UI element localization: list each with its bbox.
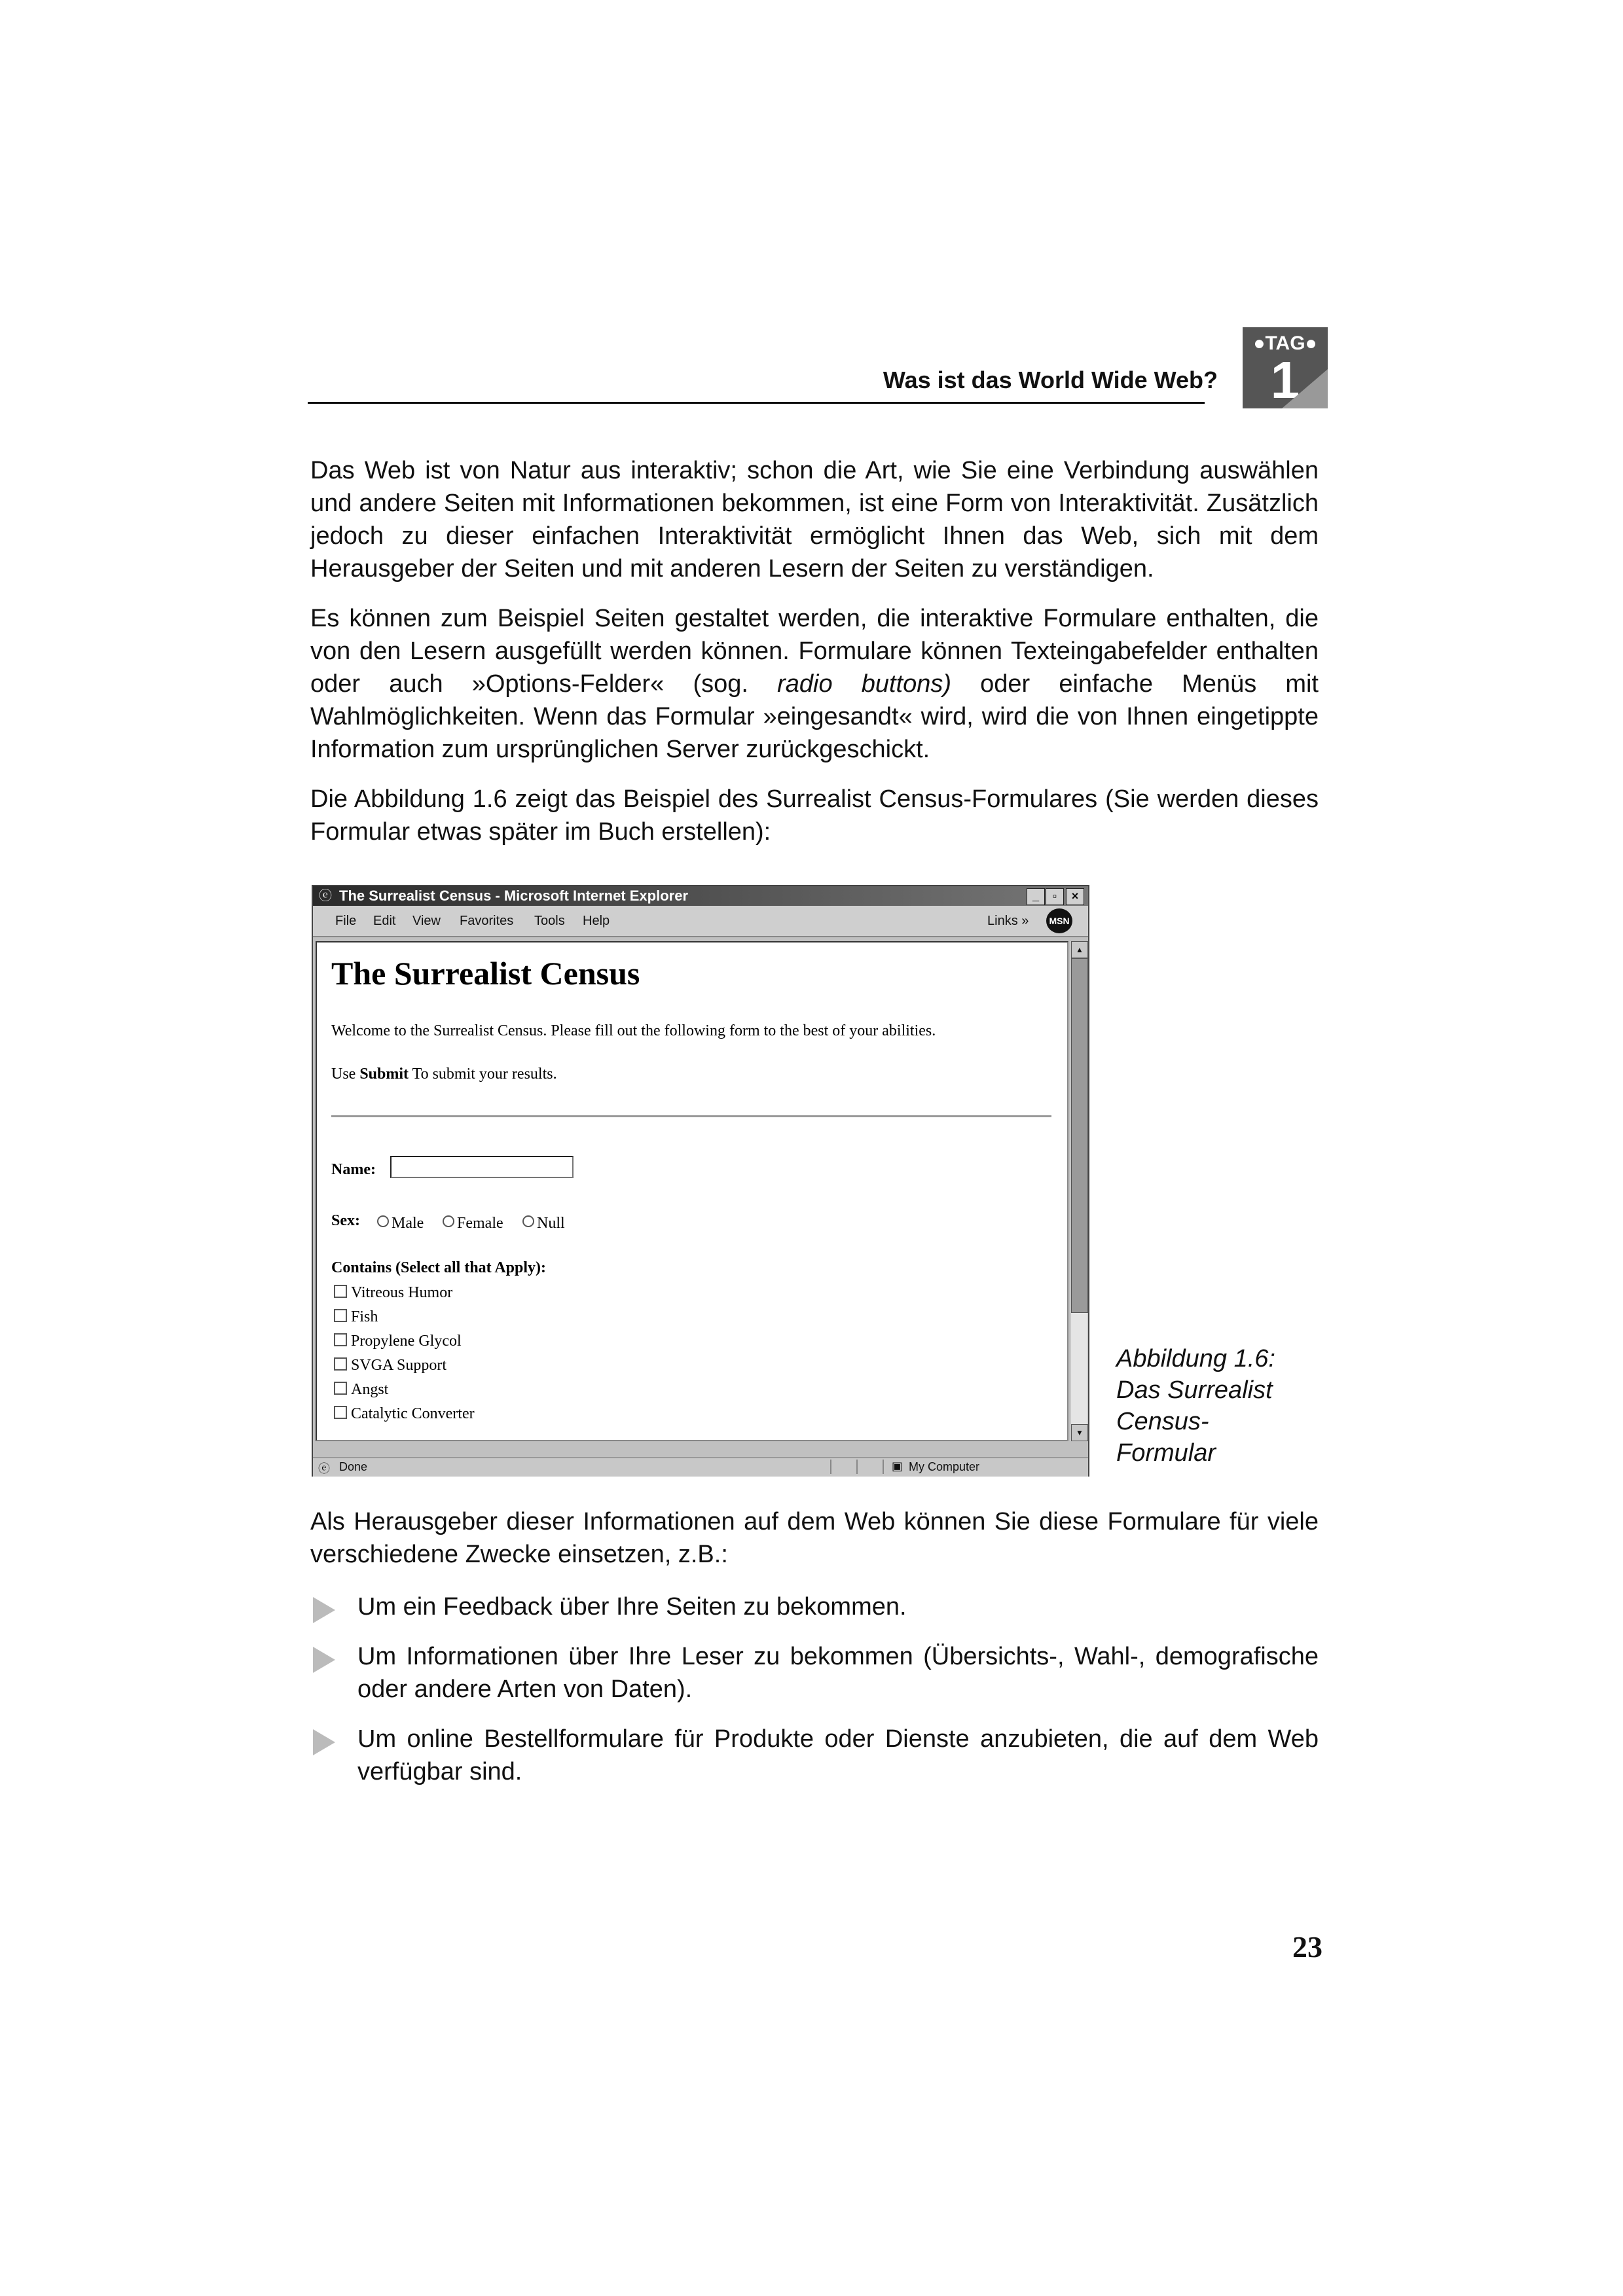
title-bar	[313, 886, 1088, 906]
menu-bar	[313, 906, 1088, 937]
radio-null[interactable]	[522, 1215, 565, 1232]
checkbox-label: Fish	[351, 1308, 378, 1325]
caption-line-1: Abbildung 1.6:	[1116, 1345, 1275, 1372]
contains-label: Contains (Select all that Apply):	[331, 1259, 547, 1276]
window-title: The Surrealist Census - Microsoft Internet Explorer	[339, 888, 689, 904]
checkbox-svga-support[interactable]	[334, 1357, 447, 1374]
checkbox-propylene-glycol[interactable]	[334, 1333, 462, 1350]
web-submit-instruction	[331, 1066, 557, 1083]
menu-favorites[interactable]: Favorites	[460, 914, 514, 928]
page-status-icon: ⓔ	[318, 1462, 330, 1475]
checkbox-icon	[334, 1309, 347, 1322]
bullet-text: Um ein Feedback über Ihre Seiten zu bekommen.	[357, 1593, 907, 1621]
status-separator	[883, 1460, 884, 1474]
name-input[interactable]	[390, 1156, 574, 1178]
browser-window-figure	[312, 885, 1089, 1477]
bullet-arrow-icon	[313, 1597, 335, 1623]
header-rule	[308, 402, 1205, 404]
page-number: 23	[1292, 1930, 1322, 1964]
paragraph-2	[310, 602, 1319, 766]
checkbox-angst[interactable]	[334, 1381, 388, 1399]
checkbox-label: Vitreous Humor	[351, 1284, 453, 1301]
caption-line-4: Formular	[1116, 1439, 1216, 1467]
links-button[interactable]: Links »	[987, 914, 1029, 928]
radio-male[interactable]	[377, 1215, 424, 1232]
radio-circle-icon	[377, 1215, 389, 1227]
checkbox-label: Propylene Glycol	[351, 1333, 462, 1350]
figure-caption	[1116, 1343, 1313, 1469]
close-button[interactable]: ×	[1066, 888, 1084, 905]
radio-buttons-term: radio buttons)	[777, 670, 952, 698]
bullet-text: Um Informationen über Ihre Leser zu bekommen (Übersichts-, Wahl-, demografische oder andere Arten von Daten).	[357, 1643, 1319, 1703]
checkbox-icon	[334, 1382, 347, 1395]
use-prefix: Use	[331, 1066, 360, 1083]
paragraph-3: Die Abbildung 1.6 zeigt das Beispiel des Surrealist Census-Formulares (Sie werden dieses Formular etwas später im Buch erstellen):	[310, 785, 1319, 846]
radio-circle-icon	[522, 1215, 534, 1227]
menu-view[interactable]: View	[412, 914, 441, 928]
use-submit-bold: Submit	[359, 1066, 409, 1083]
paragraph-4: Als Herausgeber dieser Informationen auf dem Web können Sie diese Formulare für viele verschiedene Zwecke einsetzen, z.B.:	[310, 1508, 1319, 1568]
browser-viewport	[316, 941, 1068, 1441]
checkbox-icon	[334, 1357, 347, 1371]
radio-circle-icon	[443, 1215, 454, 1227]
menu-help[interactable]: Help	[583, 914, 610, 928]
checkbox-icon	[334, 1285, 347, 1298]
caption-line-3: Census-	[1116, 1408, 1209, 1435]
running-header: Was ist das World Wide Web?	[883, 367, 1218, 393]
name-label: Name:	[331, 1161, 376, 1178]
use-suffix: To submit your results.	[409, 1066, 557, 1083]
web-page-title: The Surrealist Census	[331, 955, 640, 992]
web-welcome-text: Welcome to the Surrealist Census. Please fill out the following form to the best of your abilities.	[331, 1022, 936, 1039]
checkbox-icon	[334, 1406, 347, 1419]
menu-edit[interactable]: Edit	[373, 914, 396, 928]
maximize-button[interactable]: ▫	[1046, 888, 1064, 905]
radio-female-label: Female	[457, 1215, 503, 1232]
paragraph-1: Das Web ist von Natur aus interaktiv; schon die Art, wie Sie eine Verbindung auswählen und andere Seiten mit Informationen bekommen, ist eine Form von Interaktivität. Zusätzlich jedoch zu dieser einfachen Interaktivität ermöglicht Ihnen das Web, sich mit dem Herausgeber der Seiten und mit anderen Lesern der Seiten zu verständigen.	[310, 457, 1319, 583]
checkbox-fish[interactable]	[334, 1308, 378, 1326]
checkbox-label: SVGA Support	[351, 1357, 447, 1374]
vertical-scrollbar[interactable]	[1070, 941, 1087, 1441]
status-zone: My Computer	[909, 1460, 980, 1473]
bullet-arrow-icon	[313, 1729, 335, 1755]
bullet-arrow-icon	[313, 1647, 335, 1673]
checkbox-catalytic-converter[interactable]	[334, 1405, 475, 1423]
computer-icon: ▣	[892, 1460, 903, 1473]
radio-female[interactable]	[443, 1215, 503, 1232]
tag-label: ●TAG●	[1253, 332, 1317, 354]
checkbox-label: Catalytic Converter	[351, 1405, 475, 1422]
paragraph-2-text-b: oder einfache Menüs mit Wahlmöglichkeiten. Wenn das Formular »eingesandt« wird, wird die von Ihnen eingetippte Information zum ursprünglichen Server zurückgeschickt.	[310, 670, 1319, 763]
checkbox-icon	[334, 1333, 347, 1346]
minimize-button[interactable]: _	[1027, 888, 1045, 905]
checkbox-label: Angst	[351, 1381, 389, 1398]
paragraph-2-text-a: Es können zum Beispiel Seiten gestaltet werden, die interaktive Formulare enthalten, die von den Lesern ausgefüllt werden können. Formulare können Texteingabefelder enthalten oder auch »Options-Felder« (sog.	[310, 605, 1319, 698]
msn-logo[interactable]: MSN	[1046, 908, 1072, 933]
scroll-thumb[interactable]	[1071, 958, 1088, 1313]
tag-number: 1	[1270, 351, 1300, 409]
ie-icon: ⓔ	[319, 889, 332, 903]
menu-file[interactable]: File	[335, 914, 357, 928]
caption-line-2: Das Surrealist	[1116, 1376, 1273, 1404]
radio-null-label: Null	[537, 1215, 565, 1232]
radio-male-label: Male	[392, 1215, 424, 1232]
chapter-tag-badge	[1243, 327, 1328, 408]
status-bar	[313, 1457, 1088, 1477]
web-horizontal-rule	[331, 1115, 1051, 1117]
bullet-text: Um online Bestellformulare für Produkte oder Dienste anzubieten, die auf dem Web verfügbar sind.	[357, 1725, 1319, 1785]
status-separator	[830, 1460, 831, 1474]
menu-tools[interactable]: Tools	[534, 914, 565, 928]
status-done: Done	[339, 1460, 368, 1473]
status-separator	[856, 1460, 858, 1474]
scroll-up-arrow-icon[interactable]: ▲	[1071, 941, 1088, 958]
checkbox-vitreous-humor[interactable]	[334, 1284, 452, 1302]
scroll-down-arrow-icon[interactable]: ▼	[1071, 1424, 1088, 1441]
sex-label: Sex:	[331, 1212, 360, 1229]
tag-corner-shade	[1282, 369, 1328, 408]
